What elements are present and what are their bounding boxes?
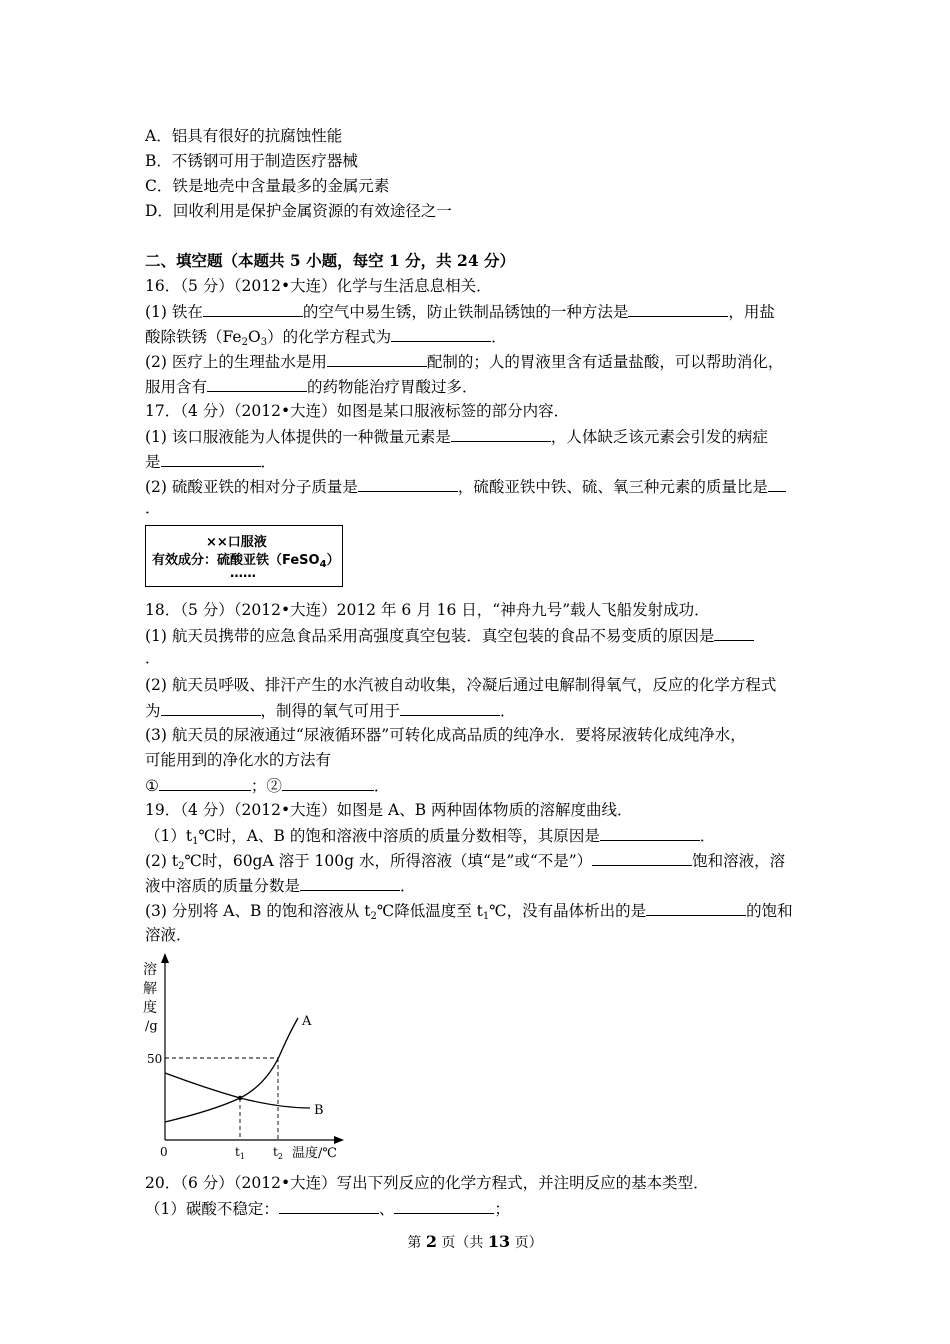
q16-line-3: (2) 医疗上的生理盐水是用 配制的；人的胃液里含有适量盐酸，可以帮助消化， [145,353,784,371]
answer-blank[interactable] [203,301,303,317]
q16-line-1: (1) 铁在 的空气中易生锈，防止铁制品锈蚀的一种方法是 ，用盐 [145,303,775,321]
curve-b [165,1073,310,1108]
q18-line-3: (2) 航天员呼吸、排汗产生的水汽被自动收集，冷凝后通过电解制得氧气，反应的化学方程式 [145,676,777,694]
q20-line-1: （1）碳酸不稳定： 、 ； [145,1200,510,1218]
y-tick-50: 50 [147,1052,163,1066]
q15-option-c: C．铁是地壳中含量最多的金属元素 [145,177,390,195]
answer-blank[interactable] [279,1198,379,1214]
page-total: 13 [487,1232,511,1251]
answer-blank[interactable] [300,875,400,891]
y-axis-label-1: 溶 [143,962,157,978]
q15-option-b: B．不锈钢可用于制造医疗器械 [145,152,358,170]
answer-blank[interactable] [391,326,491,342]
q15-option-a: A．铝具有很好的抗腐蚀性能 [145,127,343,145]
answer-blank[interactable] [159,775,251,791]
q16-line-4: 服用含有 的药物能治疗胃酸过多． [145,378,478,396]
x-tick-t2: $t_2$ [273,1145,283,1161]
q18-line-6: 可能用到的净化水的方法有 [145,751,332,769]
answer-blank[interactable] [394,1198,494,1214]
answer-blank[interactable] [358,476,458,492]
y-axis-arrow [161,953,169,963]
q18-line-2: ． [145,649,161,667]
answer-blank[interactable] [207,376,307,392]
y-axis-label-4: /g [145,1019,158,1034]
q17-line-4: ． [145,499,161,517]
answer-blank[interactable] [628,301,728,317]
y-axis-label-3: 度 [143,1000,157,1016]
answer-blank[interactable] [600,825,700,841]
page-number: 2 [425,1232,437,1251]
answer-blank[interactable] [646,900,746,916]
q18-line-4: 为 ，制得的氧气可用于 ． [145,702,516,720]
q19-head: 19．（4 分）（2012•大连）如图是 A、B 两种固体物质的溶解度曲线． [145,801,633,819]
oral-liquid-label [145,525,343,587]
x-axis-label: 温度/℃ [292,1146,337,1161]
q17-line-2: 是 ． [145,453,277,471]
answer-blank[interactable] [714,625,754,641]
q19-line-4: (3) 分别将 A、B 的饱和溶液从 $t_2℃$降低温度至 $t_1℃$，没有晶体析出的是 的饱和 [145,902,793,922]
q20-head: 20．（6 分）（2012•大连）写出下列反应的化学方程式，并注明反应的基本类型． [145,1174,709,1192]
q19-line-1: $(1)t_1℃$时，A、B 的饱和溶液中溶质的质量分数相等，其原因是 ． [145,827,716,847]
q18-head: 18．（5 分）（2012•大连）2012 年 6 月 16 日，“神舟九号”载人飞船发射成功． [145,601,710,619]
q15-option-d: D．回收利用是保护金属资源的有效途径之一 [145,202,452,220]
curve-a-label: A [302,1014,312,1029]
q17-head: 17．（4 分）（2012•大连）如图是某口服液标签的部分内容． [145,402,570,420]
answer-blank[interactable] [161,700,261,716]
y-axis-label-2: 解 [143,981,157,997]
q16-head: 16．（5 分）（2012•大连）化学与生活息息相关． [145,277,492,295]
intersection-point [238,1096,242,1100]
page-footer: 第 2 页（共 13 页） [407,1232,543,1251]
q18-line-7: ① ；② ． [145,777,390,795]
answer-blank[interactable] [282,775,374,791]
solubility-curve-diagram [140,950,355,1165]
curve-a [165,1018,298,1122]
answer-blank[interactable] [400,700,500,716]
q19-line-3: 液中溶质的质量分数是 ． [145,877,416,895]
q19-line-2: (2) $t_2℃$时，60gA 溶于 100g 水，所得溶液（填“是”或“不是”） 饱和溶液，溶 [145,852,786,872]
q18-line-5: (3) 航天员的尿液通过“尿液循环器”可转化成高品质的纯净水．要将尿液转化成纯净水， [145,726,746,744]
q17-line-3: (2) 硫酸亚铁的相对分子质量是 ，硫酸亚铁中铁、硫、氧三种元素的质量比是 [145,476,786,497]
answer-blank[interactable] [768,476,786,492]
origin-label: 0 [160,1145,168,1159]
q18-line-1: (1) 航天员携带的应急食品采用高强度真空包装．真空包装的食品不易变质的原因是 [145,625,754,646]
answer-blank[interactable] [327,351,427,367]
label-ellipsis: …… [230,566,256,581]
x-tick-t1: $t_1$ [235,1145,245,1161]
q19-line-5: 溶液． [145,926,192,944]
answer-blank[interactable] [592,850,692,866]
q17-line-1: (1) 该口服液能为人体提供的一种微量元素是 ，人体缺乏该元素会引发的病症 [145,428,768,446]
answer-blank[interactable] [451,426,551,442]
label-title: ××口服液 [206,535,267,550]
curve-b-label: B [314,1103,324,1118]
label-ingredient: 有效成分：硫酸亚铁（FeSO$_4$） [152,553,340,570]
section-2-title: 二、填空题（本题共 5 小题，每空 1 分，共 24 分） [145,251,516,270]
q16-line-2: 酸除铁锈$(Fe_2O_3)$的化学方程式为 ． [145,328,507,348]
x-axis-arrow [334,1136,344,1144]
answer-blank[interactable] [161,451,261,467]
